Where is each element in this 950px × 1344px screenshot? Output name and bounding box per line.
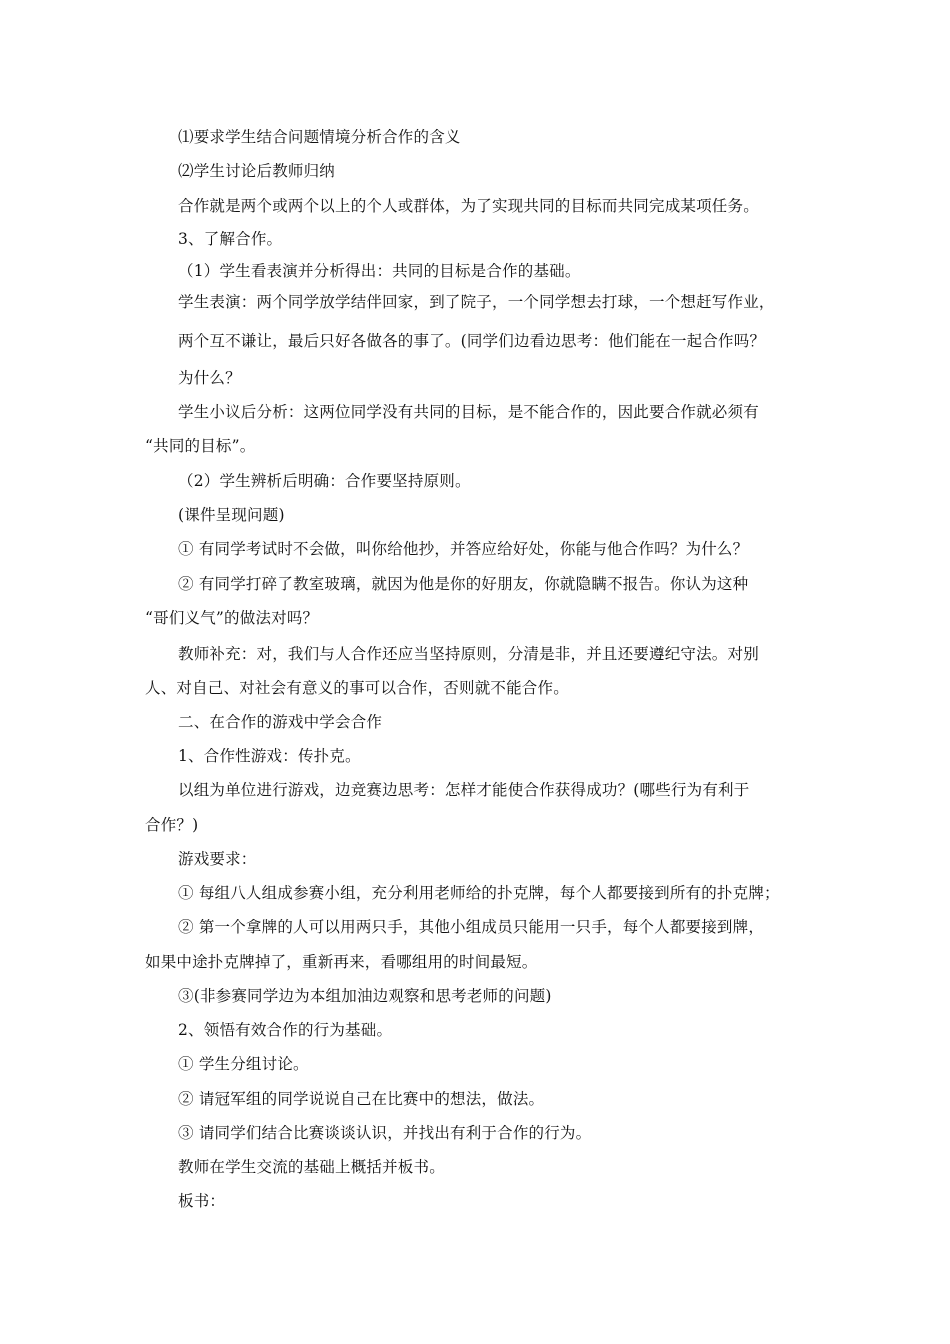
text-line: 教师补充：对，我们与人合作还应当坚持原则，分清是非，并且还要遵纪守法。对别	[178, 645, 759, 663]
text-line: (课件呈现问题)	[178, 506, 285, 524]
text-line: 1、合作性游戏：传扑克。	[178, 747, 361, 765]
text-line: 以组为单位进行游戏，边竞赛边思考：怎样才能使合作获得成功？(哪些行为有利于	[178, 781, 750, 799]
text-line: “共同的目标”。	[145, 437, 256, 455]
text-line: 两个互不谦让，最后只好各做各的事了。(同学们边看边思考：他们能在一起合作吗？	[178, 332, 766, 350]
text-line: 为什么？	[178, 369, 241, 387]
text-line: 学生表演：两个同学放学结伴回家，到了院子，一个同学想去打球，一个想赶写作业，	[178, 293, 775, 311]
text-line: ③(非参赛同学边为本组加油边观察和思考老师的问题)	[178, 987, 552, 1005]
text-line: （2）学生辨析后明确：合作要坚持原则。	[178, 472, 471, 490]
text-line: ② 有同学打碎了教室玻璃，就因为他是你的好朋友，你就隐瞒不报告。你认为这种	[178, 575, 749, 593]
text-line: 2、领悟有效合作的行为基础。	[178, 1021, 393, 1039]
text-line: 合作就是两个或两个以上的个人或群体，为了实现共同的目标而共同完成某项任务。	[178, 197, 759, 215]
text-line: ① 学生分组讨论。	[178, 1055, 309, 1073]
text-line: “哥们义气”的做法对吗？	[145, 609, 319, 627]
text-line: 二、在合作的游戏中学会合作	[178, 713, 383, 731]
text-line: 合作？)	[145, 816, 199, 834]
text-line: 教师在学生交流的基础上概括并板书。	[178, 1158, 445, 1176]
text-line: ① 每组八人组成参赛小组，充分利用老师给的扑克牌，每个人都要接到所有的扑克牌；	[178, 884, 780, 902]
text-line: ③ 请同学们结合比赛谈谈认识，并找出有利于合作的行为。	[178, 1124, 592, 1142]
text-line: 人、对自己、对社会有意义的事可以合作，否则就不能合作。	[145, 679, 569, 697]
text-line: ⑴要求学生结合问题情境分析合作的含义	[178, 128, 461, 146]
text-line: ② 第一个拿牌的人可以用两只手，其他小组成员只能用一只手，每个人都要接到牌，	[178, 918, 765, 936]
text-line: ⑵学生讨论后教师归纳	[178, 162, 336, 180]
text-line: ② 请冠军组的同学说说自己在比赛中的想法，做法。	[178, 1090, 545, 1108]
text-line: 学生小议后分析：这两位同学没有共同的目标，是不能合作的，因此要合作就必须有	[178, 403, 759, 421]
text-line: 如果中途扑克牌掉了，重新再来，看哪组用的时间最短。	[145, 953, 538, 971]
text-line: 3、了解合作。	[178, 230, 283, 248]
text-line: （1）学生看表演并分析得出：共同的目标是合作的基础。	[178, 262, 581, 280]
text-line: ① 有同学考试时不会做，叫你给他抄，并答应给好处，你能与他合作吗？为什么？	[178, 540, 749, 558]
text-line: 板书：	[178, 1192, 226, 1210]
text-line: 游戏要求：	[178, 850, 257, 868]
